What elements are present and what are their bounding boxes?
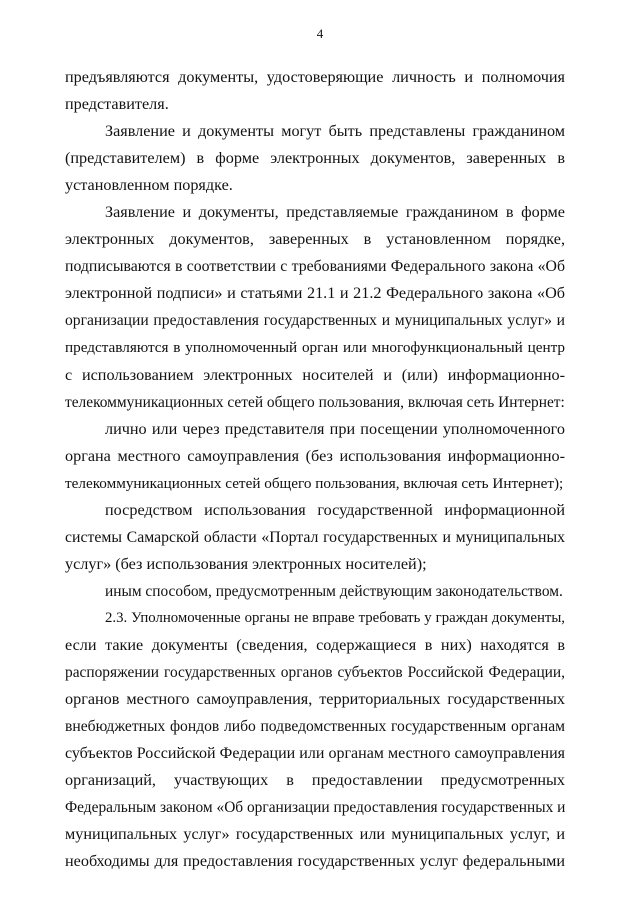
text-line: Федеральным законом «Об организации предоставления государственных и <box>65 799 565 817</box>
text-line: установленном порядке. <box>65 176 233 195</box>
text-line: иным способом, предусмотренным действующим законодательством. <box>105 582 563 600</box>
text-line: муниципальных услуг» государственных или муниципальных услуг, и <box>65 825 565 844</box>
text-line: подписываются в соответствии с требованиями Федерального закона «Об <box>65 258 565 276</box>
text-line: органов местного самоуправления, территориальных государственных <box>65 690 565 709</box>
text-line: представляются в уполномоченный орган или многофункциональный центр <box>65 339 565 357</box>
text-line: лично или через представителя при посещении уполномоченного <box>105 419 565 438</box>
body-text <box>65 64 565 875</box>
text-line: (представителем) в форме электронных документов, заверенных в <box>65 149 565 168</box>
text-line: представителя. <box>65 95 169 114</box>
text-line: субъектов Российской Федерации или органам местного самоуправления <box>65 745 565 763</box>
text-line: посредством использования государственной информационной <box>105 500 565 519</box>
text-line: необходимы для предоставления государственных услуг федеральными <box>65 852 565 871</box>
page-number: 4 <box>316 26 324 41</box>
text-line: с использованием электронных носителей и (или) информационно- <box>65 365 565 384</box>
text-line: системы Самарской области «Портал государственных и муниципальных <box>65 528 565 546</box>
text-line: телекоммуникационных сетей общего пользования, включая сеть Интернет: <box>65 393 565 411</box>
text-line: организации предоставления государственных и муниципальных услуг» и <box>65 312 565 330</box>
text-line: 2.3. Уполномоченные органы не вправе требовать у граждан документы, <box>105 609 565 626</box>
text-line: организаций, участвующих в предоставлении предусмотренных <box>65 771 565 790</box>
text-line: электронных документов, заверенных в установленном порядке, <box>65 230 565 249</box>
text-line: предъявляются документы, удостоверяющие личность и полномочия <box>65 68 565 86</box>
text-line: телекоммуникационных сетей общего пользования, включая сеть Интернет); <box>65 474 564 492</box>
text-line: Заявление и документы могут быть представлены гражданином <box>105 122 565 141</box>
text-line: Заявление и документы, представляемые гражданином в форме <box>105 203 565 222</box>
text-line: электронной подписи» и статьями 21.1 и 21.2 Федерального закона «Об <box>65 284 565 303</box>
text-line: внебюджетных фондов либо подведомственных государственным органам <box>65 718 565 736</box>
text-line: органа местного самоуправления (без использования информационно- <box>65 446 565 465</box>
text-line: услуг» (без использования электронных носителей); <box>65 554 427 573</box>
text-line: распоряжении государственных органов субъектов Российской Федерации, <box>65 664 565 682</box>
text-line: если такие документы (сведения, содержащиеся в них) находятся в <box>65 635 565 654</box>
